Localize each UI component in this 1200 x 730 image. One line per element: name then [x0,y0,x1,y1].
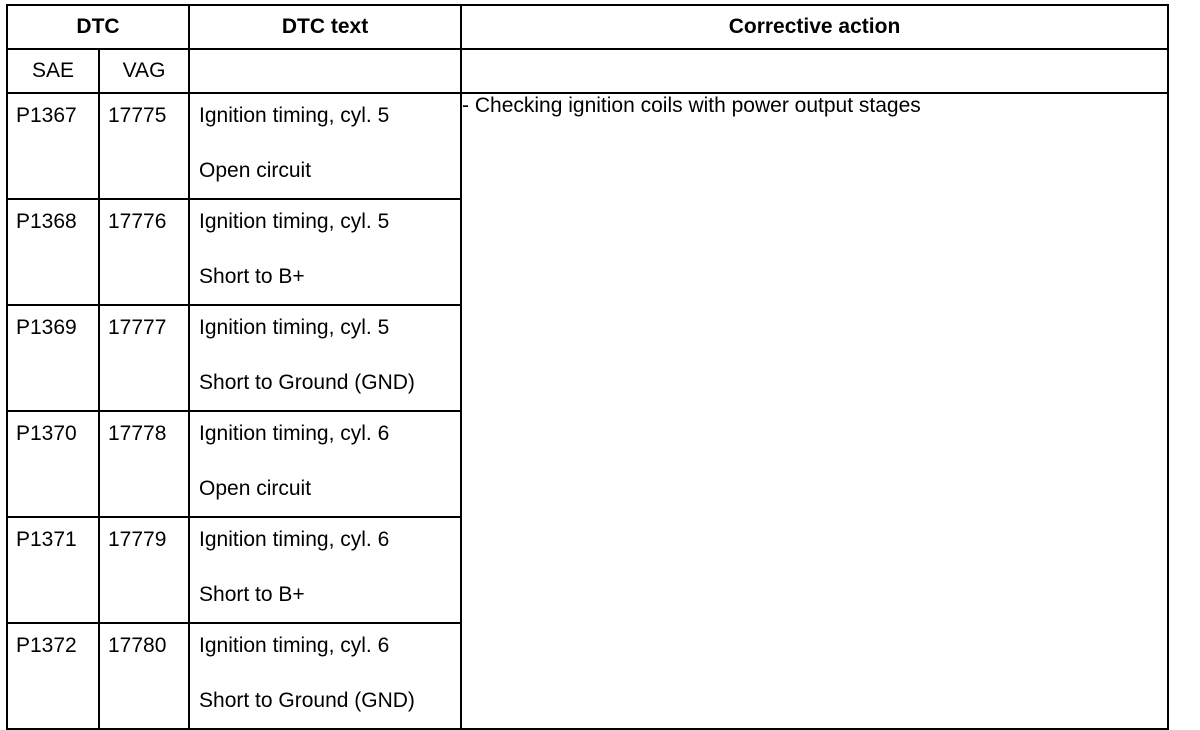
dtc-text-line1: Ignition timing, cyl. 5 [199,210,390,233]
dtc-text-line1: Ignition timing, cyl. 5 [199,104,390,127]
dtc-text-line2: Open circuit [199,159,312,182]
vag-code: 17777 [99,305,189,411]
dtc-text-line2: Short to B+ [199,583,305,606]
dtc-text-cell [189,305,461,411]
dtc-text-line2: Open circuit [199,477,312,500]
dtc-text-cell [189,93,461,199]
dtc-text-line2: Short to B+ [199,265,305,288]
vag-code: 17776 [99,199,189,305]
dtc-text-line1: Ignition timing, cyl. 6 [199,634,390,657]
sae-code: P1369 [7,305,99,411]
dtc-text-line1: Ignition timing, cyl. 5 [199,316,390,339]
vag-code: 17780 [99,623,189,729]
subheader-action-empty [461,49,1168,93]
sae-code: P1370 [7,411,99,517]
dtc-text-line1: Ignition timing, cyl. 6 [199,528,390,551]
dtc-text-cell [189,199,461,305]
dtc-text-line2: Short to Ground (GND) [199,371,415,394]
sae-code: P1368 [7,199,99,305]
dtc-text-line1: Ignition timing, cyl. 6 [199,422,390,445]
header-row [7,5,1168,49]
sae-code: P1372 [7,623,99,729]
dtc-table [6,4,1169,730]
subheader-sae: SAE [7,49,99,93]
table-row [7,93,1168,199]
vag-code: 17778 [99,411,189,517]
subheader-vag: VAG [99,49,189,93]
corrective-action-cell: - Checking ignition coils with power output stages [461,93,1168,729]
dtc-text-cell [189,517,461,623]
subheader-row [7,49,1168,93]
header-dtc-text: DTC text [189,5,461,49]
header-dtc: DTC [7,5,189,49]
vag-code: 17775 [99,93,189,199]
dtc-text-cell [189,623,461,729]
subheader-dtc-text-empty [189,49,461,93]
vag-code: 17779 [99,517,189,623]
dtc-text-cell [189,411,461,517]
header-corrective-action: Corrective action [461,5,1168,49]
dtc-text-line2: Short to Ground (GND) [199,689,415,712]
sae-code: P1367 [7,93,99,199]
sae-code: P1371 [7,517,99,623]
